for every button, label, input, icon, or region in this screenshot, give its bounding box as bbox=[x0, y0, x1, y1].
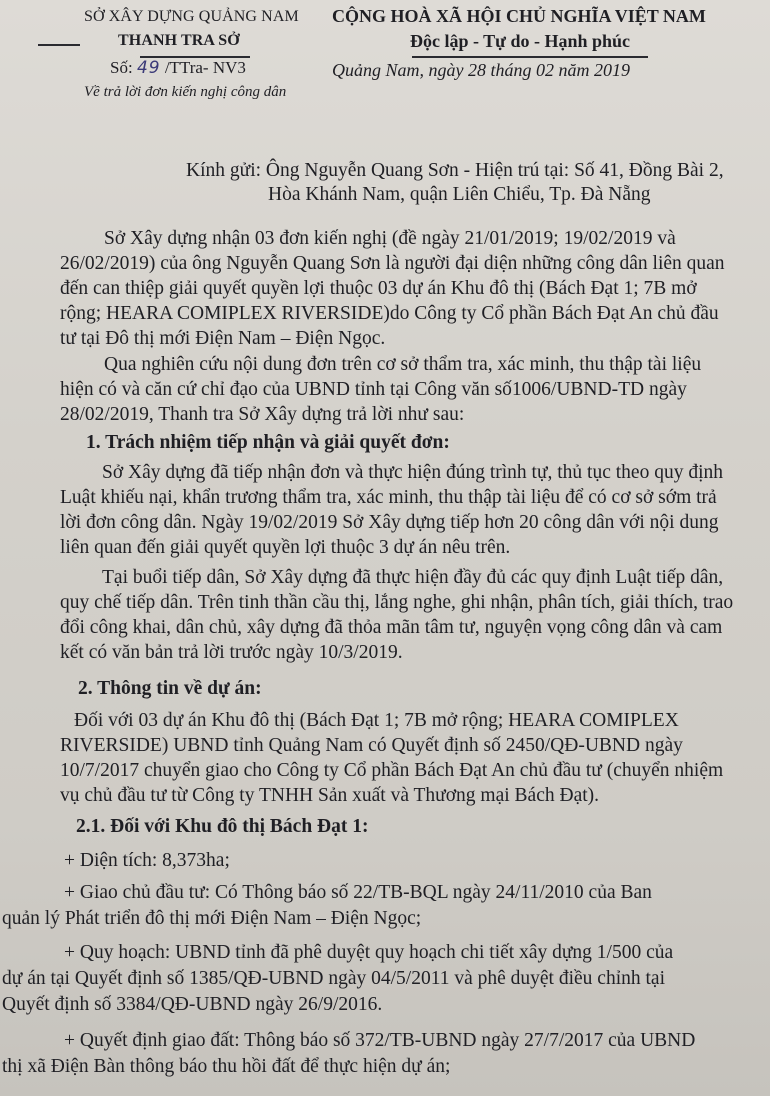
p1-line: đến can thiệp giải quyết quyền lợi thuộc 03 dự án Khu đô thị (Bách Đạt 1; 7B mở bbox=[60, 278, 697, 299]
republic-title: CỘNG HOÀ XÃ HỘI CHỦ NGHĨA VIỆT NAM bbox=[332, 6, 706, 26]
area-line: + Diện tích: 8,373ha; bbox=[64, 850, 230, 871]
p5-line: RIVERSIDE) UBND tỉnh Quảng Nam có Quyết định số 2450/QĐ-UBND ngày bbox=[60, 735, 683, 756]
number-handwritten: 49 bbox=[136, 58, 161, 78]
p7-line: dự án tại Quyết định số 1385/QĐ-UBND ngày 04/5/2011 và phê duyệt điều chỉnh tại bbox=[2, 968, 665, 989]
p4-line: đổi công khai, dân chủ, xây dựng đã thỏa mãn tâm tư, nguyện vọng công dân và cam bbox=[60, 617, 723, 638]
p1-line: rộng; HEARA COMIPLEX RIVERSIDE)do Công ty Cổ phần Bách Đạt An chủ đầu bbox=[60, 303, 719, 324]
p6-line: quản lý Phát triển đô thị mới Điện Nam – Điện Ngọc; bbox=[2, 908, 422, 929]
number-prefix: Số: bbox=[110, 58, 133, 77]
section-1-heading: 1. Trách nhiệm tiếp nhận và giải quyết đơn: bbox=[86, 432, 450, 453]
p1-line: 26/02/2019) của ông Nguyễn Quang Sơn là người đại diện những công dân liên quan bbox=[60, 253, 725, 274]
subject-line: Về trả lời đơn kiến nghị công dân bbox=[84, 84, 287, 100]
p8-line: + Quyết định giao đất: Thông báo số 372/TB-UBND ngày 27/7/2017 của UBND bbox=[64, 1030, 696, 1051]
p5-line: Đối với 03 dự án Khu đô thị (Bách Đạt 1; 7B mở rộng; HEARA COMIPLEX bbox=[74, 710, 679, 731]
p1-line: Sở Xây dựng nhận 03 đơn kiến nghị (đề ngày 21/01/2019; 19/02/2019 và bbox=[104, 228, 676, 249]
p3-line: liên quan đến giải quyết quyền lợi thuộc 3 dự án nêu trên. bbox=[60, 537, 511, 558]
p7-line: + Quy hoạch: UBND tỉnh đã phê duyệt quy hoạch chi tiết xây dựng 1/500 của bbox=[64, 942, 674, 963]
p5-line: 10/7/2017 chuyển giao cho Công ty Cổ phần Bách Đạt An chủ đầu tư (chuyển nhiệm bbox=[60, 760, 724, 781]
number-suffix: /TTra- NV3 bbox=[164, 58, 246, 77]
place-date: Quảng Nam, ngày 28 tháng 02 năm 2019 bbox=[332, 60, 630, 80]
p4-line: kết có văn bản trả lời trước ngày 10/3/2019. bbox=[60, 642, 403, 663]
p2-line: Qua nghiên cứu nội dung đơn trên cơ sở thẩm tra, xác minh, thu thập tài liệu bbox=[104, 354, 702, 375]
p3-line: lời đơn công dân. Ngày 19/02/2019 Sở Xây dựng tiếp hơn 20 công dân với nội dung bbox=[60, 512, 719, 533]
p2-line: 28/02/2019, Thanh tra Sở Xây dựng trả lời như sau: bbox=[60, 404, 465, 425]
p8-line: thị xã Điện Bàn thông báo thu hồi đất để thực hiện dự án; bbox=[2, 1056, 451, 1077]
section-2-heading: 2. Thông tin về dự án: bbox=[78, 678, 262, 699]
p3-line: Luật khiếu nại, khẩn trương thẩm tra, xác minh, thu thập tài liệu để có cơ sở sớm trả bbox=[60, 487, 717, 508]
recipient-line-1: Kính gửi: Ông Nguyễn Quang Sơn - Hiện trú tại: Số 41, Đồng Bài 2, bbox=[186, 160, 724, 181]
agency-name: SỞ XÂY DỰNG QUẢNG NAM bbox=[84, 8, 299, 25]
p4-line: Tại buổi tiếp dân, Sở Xây dựng đã thực hiện đầy đủ các quy định Luật tiếp dân, bbox=[102, 567, 724, 588]
p4-line: quy chế tiếp dân. Trên tinh thần cầu thị, lắng nghe, ghi nhận, phân tích, giải thích, trao bbox=[60, 592, 734, 613]
office-name: THANH TRA SỞ bbox=[118, 32, 240, 49]
national-motto: Độc lập - Tự do - Hạnh phúc bbox=[410, 31, 631, 51]
p6-line: + Giao chủ đầu tư: Có Thông báo số 22/TB-BQL ngày 24/11/2010 của Ban bbox=[64, 882, 652, 903]
p1-line: tư tại Đô thị mới Điện Nam – Điện Ngọc. bbox=[60, 328, 386, 349]
p7-line: Quyết định số 3384/QĐ-UBND ngày 26/9/2016. bbox=[2, 994, 383, 1015]
p5-line: vụ chủ đầu tư từ Công ty TNHH Sản xuất và Thương mại Bách Đạt). bbox=[60, 785, 600, 806]
p2-line: hiện có và căn cứ chỉ đạo của UBND tỉnh tại Công văn số1006/UBND-TD ngày bbox=[60, 379, 687, 400]
letter-body bbox=[2, 0, 742, 1096]
p3-line: Sở Xây dựng đã tiếp nhận đơn và thực hiện đúng trình tự, thủ tục theo quy định bbox=[102, 462, 723, 483]
subsection-2-1-heading: 2.1. Đối với Khu đô thị Bách Đạt 1: bbox=[76, 816, 369, 837]
recipient-line-2: Hòa Khánh Nam, quận Liên Chiểu, Tp. Đà Nẵng bbox=[268, 184, 651, 205]
